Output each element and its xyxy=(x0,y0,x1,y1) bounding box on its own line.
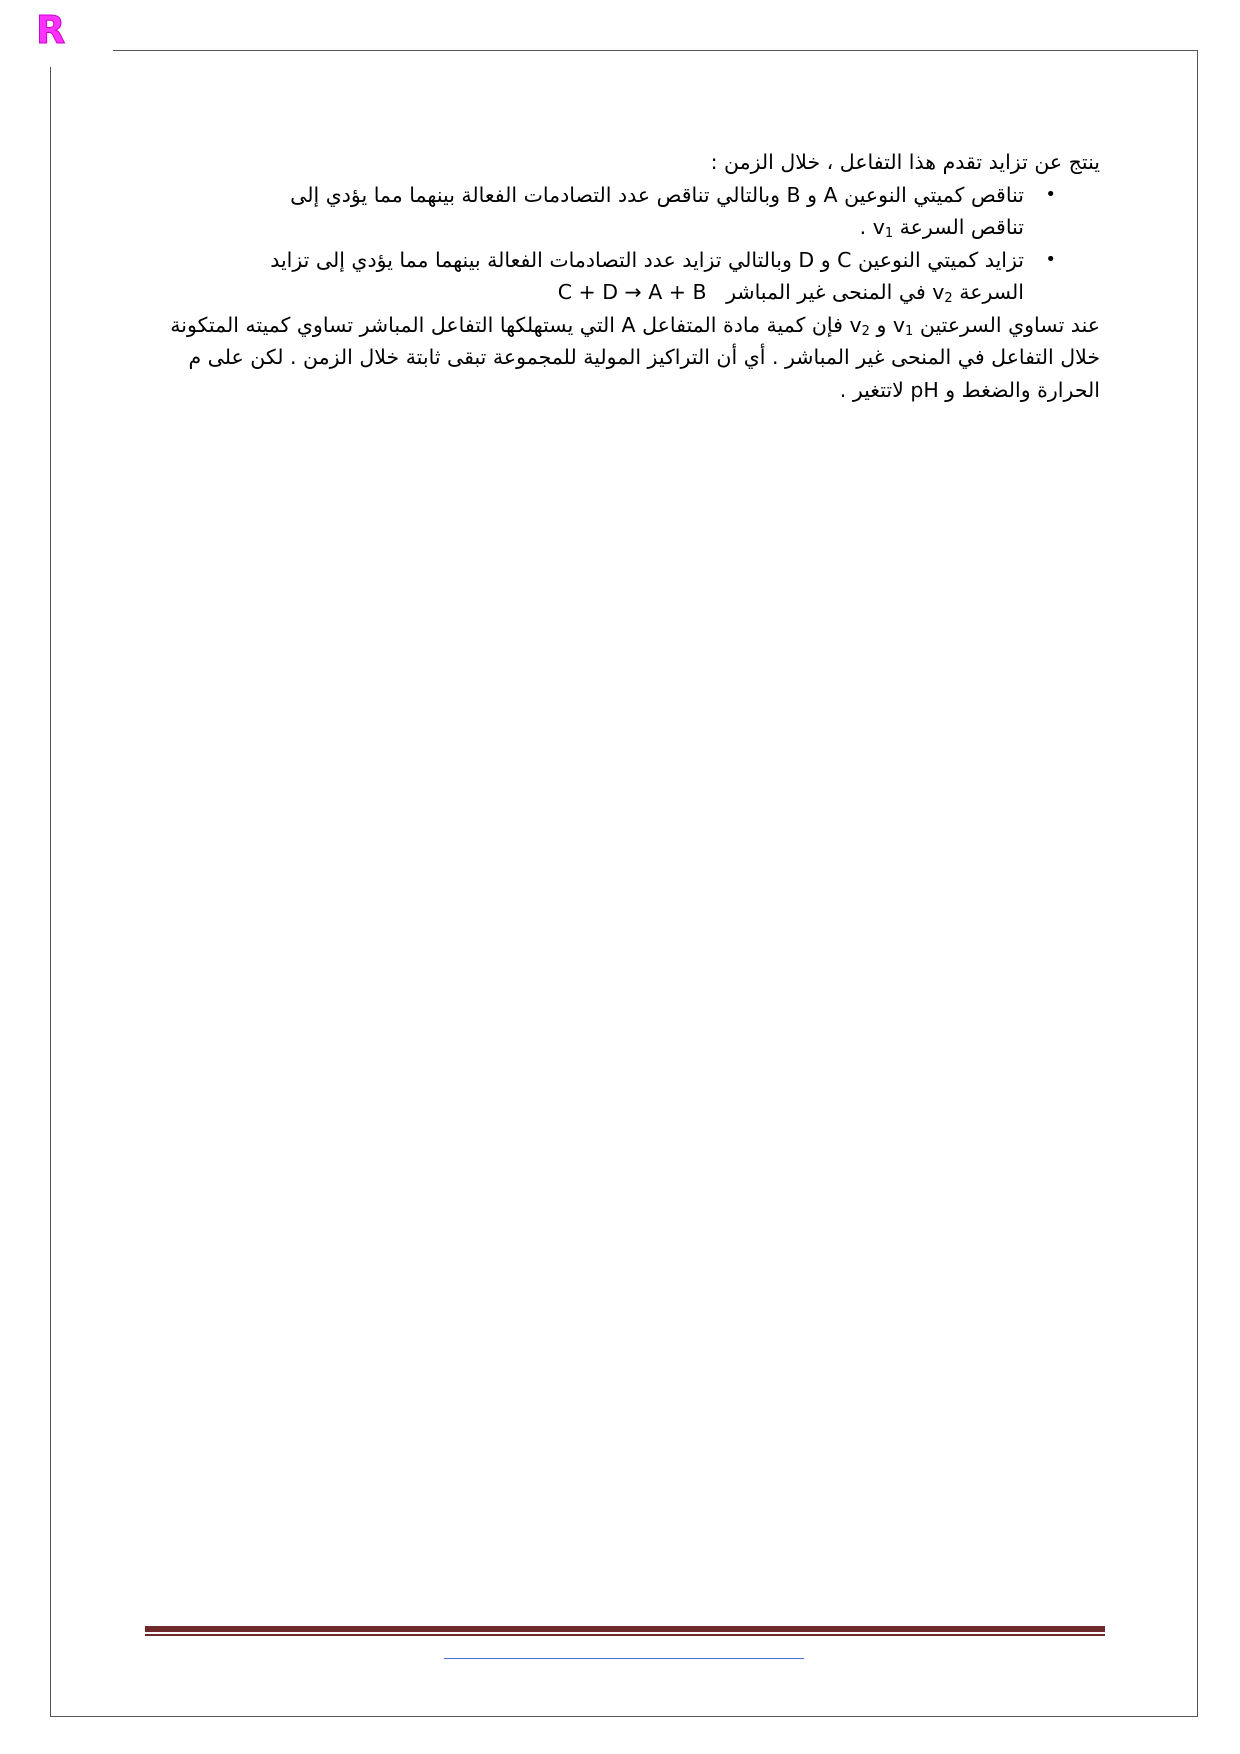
velocity-symbol: $v_1$ xyxy=(892,312,914,339)
footer-divider xyxy=(145,1626,1105,1632)
footer-divider-thin xyxy=(145,1634,1105,1636)
bullet-list xyxy=(160,179,1100,309)
bullet-text: تزايد كميتي النوعين C و D وبالتالي تزايد عدد التصادمات الفعالة بينهما مما يؤدي إلى تزايد xyxy=(270,247,1024,272)
footer-link-underline[interactable] xyxy=(444,1658,804,1659)
reaction-equation: C + D → A + B xyxy=(557,280,707,304)
page-frame-top xyxy=(113,50,1198,51)
velocity-symbol: $v_1$ xyxy=(872,215,894,241)
last-line: الحرارة والضغط و pH لاتتغير . xyxy=(839,377,1100,402)
page-frame-bottom xyxy=(50,1716,1198,1717)
bullet-text: في المنحى غير المباشر xyxy=(726,280,926,304)
velocity-symbol: $v_2$ xyxy=(849,312,870,339)
bullet-text: . xyxy=(859,215,873,239)
bullet-icon: • xyxy=(1045,183,1056,205)
page-frame-left xyxy=(50,67,51,1717)
logo: R xyxy=(36,8,66,52)
intro-line: ينتج عن تزايد تقدم هذا التفاعل ، خلال الزمن : xyxy=(710,150,1100,174)
bullet-text: تناقص كميتي النوعين A و B وبالتالي تناقص عدد التصادمات الفعالة بينهما مما يؤدي إلى xyxy=(290,182,1024,207)
document-body xyxy=(160,146,1100,406)
bullet-text: السرعة xyxy=(959,280,1024,304)
list-item xyxy=(160,244,1100,309)
equilibrium-paragraph: عند تساوي السرعتين $v_1$ و $v_2$ فإن كمية مادة المتفاعل A التي يستهلكها التفاعل المباشر تساوي كميته المتكونة خلال التفاعل في المنحى غير المباشر . أي أن التراكيز المولية للمجموعة تبقى ثابتة خلال الزمن . لكن على م xyxy=(160,309,1100,374)
bullet-icon: • xyxy=(1045,248,1056,270)
bullet-text: تناقص السرعة xyxy=(899,215,1024,239)
page-frame-right xyxy=(1197,50,1198,1717)
velocity-symbol: $v_2$ xyxy=(932,280,953,306)
list-item xyxy=(160,179,1100,244)
